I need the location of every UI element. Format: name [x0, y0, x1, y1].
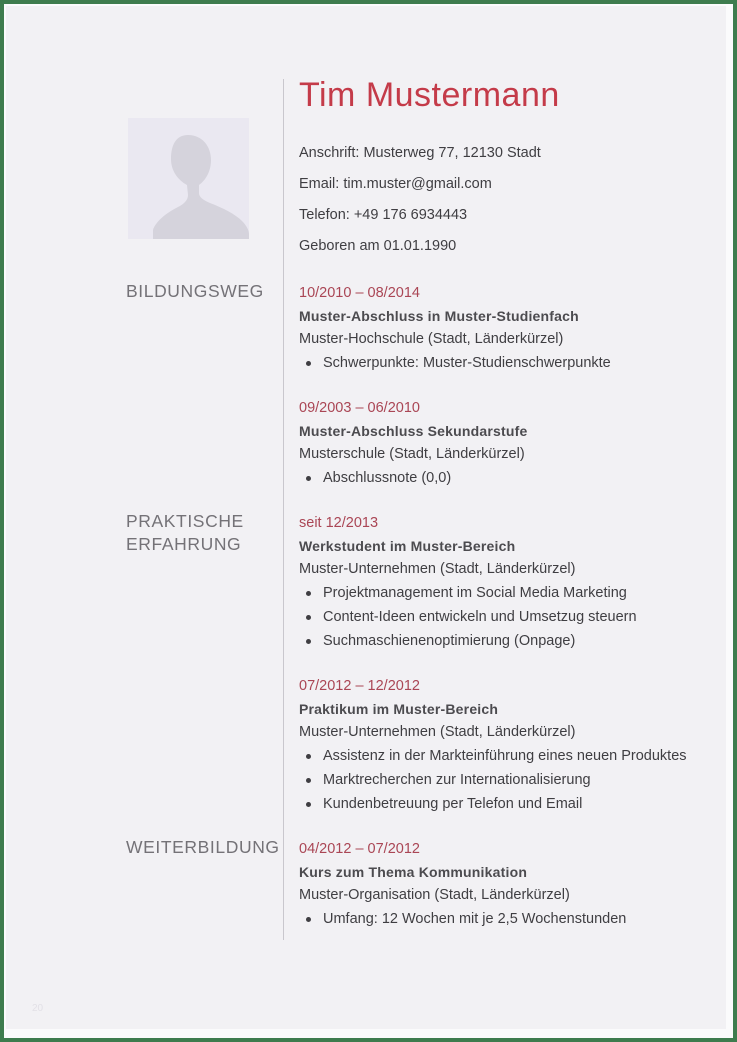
entry-date: 04/2012 – 07/2012 — [299, 841, 420, 857]
entry-title: Kurs zum Thema Kommunikation — [299, 864, 528, 880]
resume-section — [126, 838, 716, 953]
resume-section — [126, 282, 716, 512]
entry-date: 10/2010 – 08/2014 — [299, 285, 420, 301]
section-heading: PRAKTISCHE ERFAHRUNG — [126, 511, 244, 554]
bullet-item — [299, 908, 716, 931]
bullet-dot-icon — [306, 361, 311, 366]
resume-entry — [299, 282, 716, 375]
section-entries — [299, 512, 716, 838]
entry-title: Muster-Abschluss in Muster-Studienfach — [299, 308, 579, 324]
bullet-dot-icon — [306, 591, 311, 596]
bullet-item — [299, 467, 716, 490]
bullet-text: Kundenbetreuung per Telefon und Email — [323, 796, 583, 812]
bullet-text: Abschlussnote (0,0) — [323, 470, 452, 486]
entry-bullet-list — [299, 745, 716, 816]
bullet-text: Projektmanagement im Social Media Marketing — [323, 585, 627, 601]
contact-address: Anschrift: Musterweg 77, 12130 Stadt — [299, 145, 541, 161]
bullet-item — [299, 606, 716, 629]
section-heading: WEITERBILDUNG — [126, 837, 280, 857]
entry-subtitle: Muster-Unternehmen (Stadt, Länderkürzel) — [299, 724, 576, 740]
contact-phone: Telefon: +49 176 6934443 — [299, 207, 468, 223]
bullet-item — [299, 769, 716, 792]
entry-title: Muster-Abschluss Sekundarstufe — [299, 423, 528, 439]
section-entries — [299, 838, 716, 953]
entry-bullet-list — [299, 352, 716, 375]
section-heading: BILDUNGSWEG — [126, 281, 264, 301]
entry-date: seit 12/2013 — [299, 515, 379, 531]
section-entries — [299, 282, 716, 512]
resume-entry — [299, 512, 716, 653]
person-silhouette-icon — [128, 118, 249, 239]
bullet-text: Suchmaschienenoptimierung (Onpage) — [323, 633, 576, 649]
contact-birthdate: Geboren am 01.01.1990 — [299, 238, 457, 254]
entry-date: 07/2012 – 12/2012 — [299, 678, 420, 694]
bullet-item — [299, 352, 716, 375]
bullet-dot-icon — [306, 778, 311, 783]
entry-subtitle: Muster-Hochschule (Stadt, Länderkürzel) — [299, 331, 564, 347]
contact-email: Email: tim.muster@gmail.com — [299, 176, 492, 192]
bullet-dot-icon — [306, 802, 311, 807]
entry-bullet-list — [299, 467, 716, 490]
bullet-dot-icon — [306, 754, 311, 759]
entry-title: Praktikum im Muster-Bereich — [299, 701, 499, 717]
bullet-item — [299, 745, 716, 768]
bullet-text: Content-Ideen entwickeln und Umsetzug steuern — [323, 609, 637, 625]
entry-date: 09/2003 – 06/2010 — [299, 400, 420, 416]
page-title-name: Tim Mustermann — [299, 76, 560, 114]
bullet-dot-icon — [306, 639, 311, 644]
resume-entry — [299, 675, 716, 816]
entry-title: Werkstudent im Muster-Bereich — [299, 538, 516, 554]
bullet-dot-icon — [306, 615, 311, 620]
entry-subtitle: Muster-Unternehmen (Stadt, Länderkürzel) — [299, 561, 576, 577]
bullet-item — [299, 630, 716, 653]
entry-bullet-list — [299, 582, 716, 653]
resume-sections — [126, 282, 716, 953]
entry-bullet-list — [299, 908, 716, 931]
profile-photo-placeholder — [128, 118, 249, 239]
bullet-dot-icon — [306, 917, 311, 922]
bullet-dot-icon — [306, 476, 311, 481]
page-number-watermark: 20 — [32, 1003, 44, 1014]
bullet-text: Schwerpunkte: Muster-Studienschwerpunkte — [323, 355, 611, 371]
entry-subtitle: Musterschule (Stadt, Länderkürzel) — [299, 446, 525, 462]
entry-subtitle: Muster-Organisation (Stadt, Länderkürzel) — [299, 887, 570, 903]
resume-section — [126, 512, 716, 838]
bullet-item — [299, 793, 716, 816]
contact-block — [299, 138, 541, 262]
bullet-text: Assistenz in der Markteinführung eines neuen Produktes — [323, 748, 687, 764]
bullet-text: Marktrecherchen zur Internationalisierung — [323, 772, 591, 788]
resume-entry — [299, 838, 716, 931]
bullet-item — [299, 582, 716, 605]
resume-entry — [299, 397, 716, 490]
bullet-text: Umfang: 12 Wochen mit je 2,5 Wochenstunden — [323, 911, 627, 927]
resume-page — [6, 6, 726, 1029]
